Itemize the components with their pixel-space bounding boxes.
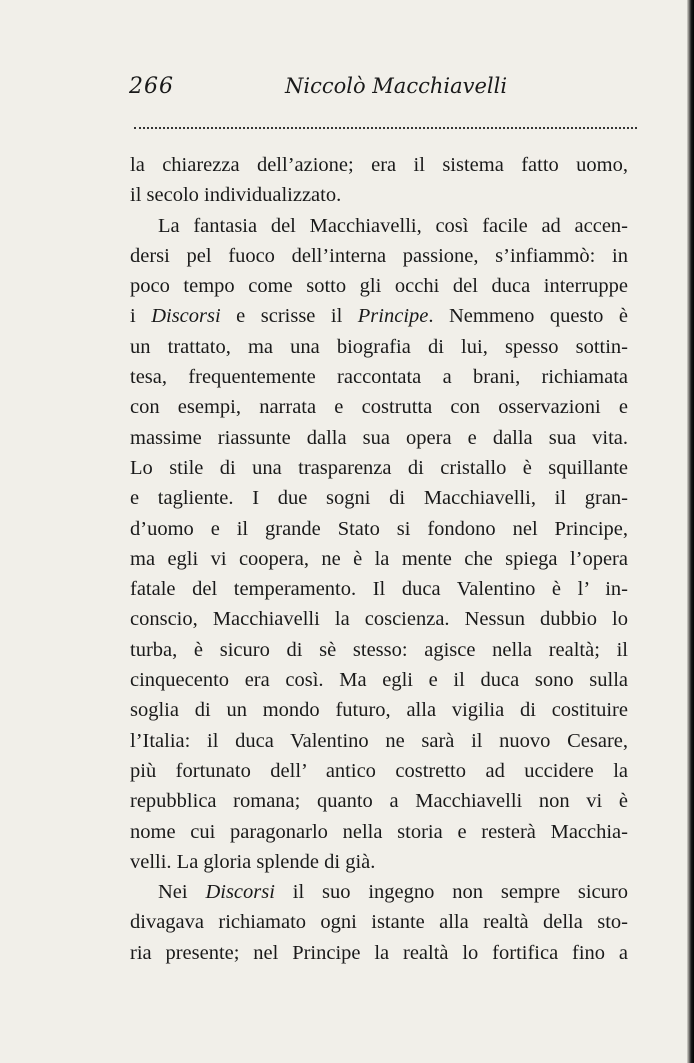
text-line: repubblica romana; quanto a Macchiavelli non vi è: [130, 790, 628, 813]
page-number: 266: [129, 74, 174, 99]
text-line: turba, è sicuro di sè stesso: agisce nella realtà; il: [130, 638, 628, 661]
text-line: la chiarezza dell’azione; era il sistema fatto uomo,: [130, 154, 628, 176]
text-line-with-italics: [130, 877, 628, 907]
header-rule: [134, 127, 637, 129]
italic-title-principe: Principe: [357, 305, 429, 328]
text-line: cinquecento era così. Ma egli e il duca sono sulla: [130, 669, 628, 692]
text-line: La fantasia del Macchiavelli, così facile ad accen-: [158, 214, 628, 237]
text-run: i: [130, 305, 152, 328]
text-run: . Nemmeno questo è: [428, 305, 628, 328]
text-line: nome cui paragonarlo nella storia e resterà Macchia-: [130, 820, 628, 843]
paragraph-2: [130, 211, 628, 878]
text-line: il secolo individualizzato.: [130, 184, 342, 207]
running-title: Niccolò Macchiavelli: [285, 74, 508, 98]
paragraph-3: [130, 877, 628, 968]
page-header: [129, 74, 626, 110]
text-run: il suo ingegno non sempre sicuro: [274, 881, 628, 904]
text-line: massime riassunte dalla sua opera e dalla sua vita.: [130, 426, 628, 449]
text-line: d’uomo e il grande Stato si fondono nel Principe,: [130, 517, 628, 540]
text-line: Lo stile di una trasparenza di cristallo è squillante: [130, 456, 628, 479]
text-line: ria presente; nel Principe la realtà lo fortifica fino a: [130, 941, 628, 964]
text-line: divagava richiamato ogni istante alla realtà della sto-: [130, 911, 628, 934]
text-run: e scrisse il: [220, 305, 358, 328]
text-line: conscio, Macchiavelli la coscienza. Nessun dubbio lo: [130, 608, 628, 631]
paragraph-1: [130, 150, 628, 211]
text-line: e tagliente. I due sogni di Macchiavelli, il gran-: [130, 487, 628, 510]
text-line: dersi pel fuoco dell’interna passione, s’infiammò: in: [130, 244, 628, 267]
text-line: velli. La gloria splende di già.: [130, 850, 376, 873]
text-line: più fortunato dell’ antico costretto ad uccidere la: [130, 759, 628, 782]
text-run: Nei: [158, 881, 206, 904]
text-line-with-italics: [130, 301, 628, 331]
book-spine-edge: [687, 0, 694, 1063]
text-line: con esempi, narrata e costrutta con osservazioni e: [130, 396, 628, 419]
text-line: poco tempo come sotto gli occhi del duca interruppe: [130, 275, 628, 298]
italic-title-discorsi: Discorsi: [151, 305, 221, 328]
text-line: soglia di un mondo futuro, alla vigilia di costituire: [130, 699, 628, 722]
text-line: un trattato, ma una biografia di lui, spesso sottin-: [130, 335, 628, 358]
italic-title-discorsi: Discorsi: [205, 881, 275, 904]
text-line: fatale del temperamento. Il duca Valentino è l’ in-: [130, 578, 628, 601]
text-line: tesa, frequentemente raccontata a brani, richiamata: [130, 366, 628, 389]
text-line: l’Italia: il duca Valentino ne sarà il nuovo Cesare,: [130, 729, 628, 752]
text-line: ma egli vi coopera, ne è la mente che spiega l’opera: [130, 547, 628, 570]
body-text: [130, 150, 628, 968]
